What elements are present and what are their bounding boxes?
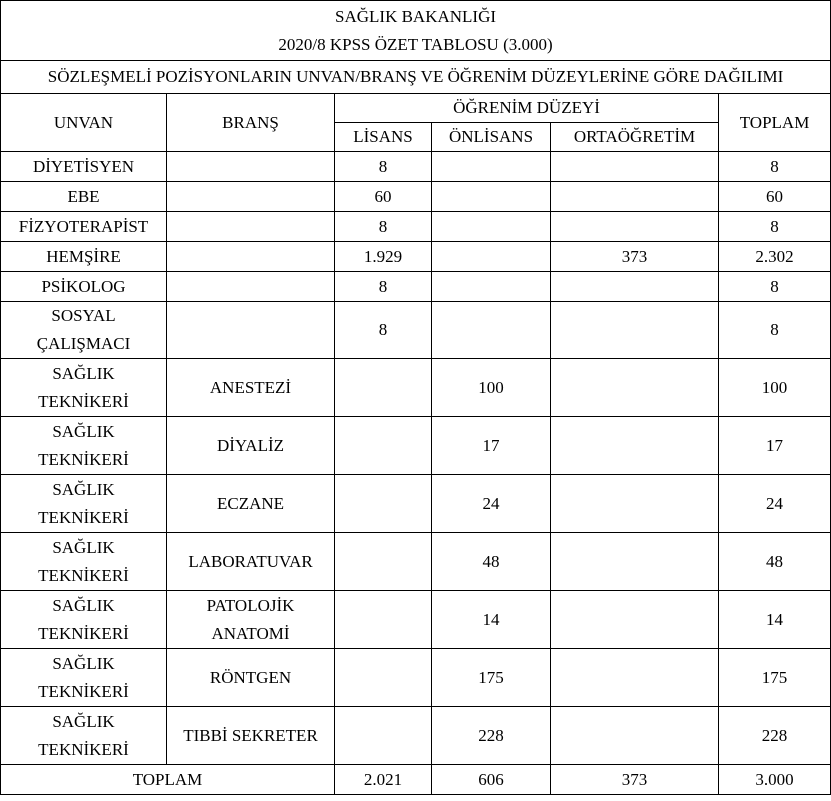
unvan-cell [1,649,167,707]
total-toplam-cell: 3.000 [719,765,831,795]
unvan-line-2: TEKNİKERİ [38,449,129,469]
unvan-cell [1,152,167,182]
table-row [1,182,831,212]
table-row [1,242,831,272]
brans-cell [167,707,335,765]
table-row [1,533,831,591]
table-subtitle: 2020/8 KPSS ÖZET TABLOSU (3.000) [278,34,553,54]
lisans-value-cell: 8 [335,272,432,302]
table-row [1,272,831,302]
unvan-line-1: SAĞLIK [52,421,115,441]
onlisans-value-cell [432,182,551,212]
table-row [1,707,831,765]
toplam-value-cell: 14 [719,591,831,649]
toplam-value-cell: 8 [719,272,831,302]
table-row [1,302,831,359]
column-header-onlisans: ÖNLİSANS [432,123,551,152]
lisans-value-cell: 8 [335,212,432,242]
org-title: SAĞLIK BAKANLIĞI [335,6,497,26]
table-row [1,212,831,242]
unvan-cell [1,302,167,359]
unvan-cell [1,533,167,591]
toplam-value-cell: 100 [719,359,831,417]
unvan-line-1: SAĞLIK [52,595,115,615]
column-header-ortaogretim: ORTAÖĞRETİM [551,123,719,152]
lisans-value-cell: 60 [335,182,432,212]
onlisans-value-cell: 48 [432,533,551,591]
title-row [1,1,831,61]
table-row [1,152,831,182]
onlisans-value-cell: 17 [432,417,551,475]
lisans-value-cell [335,475,432,533]
brans-cell [167,649,335,707]
brans-cell [167,359,335,417]
unvan-cell [1,212,167,242]
ortaogretim-value-cell [551,707,719,765]
unvan-line-1: FİZYOTERAPİST [18,216,149,236]
unvan-line-2: TEKNİKERİ [38,565,129,585]
toplam-value-cell: 228 [719,707,831,765]
unvan-cell [1,417,167,475]
onlisans-value-cell [432,302,551,359]
total-label: TOPLAM [1,765,335,795]
unvan-line-1: PSİKOLOG [41,276,126,296]
onlisans-value-cell [432,272,551,302]
unvan-line-2: TEKNİKERİ [38,507,129,527]
ortaogretim-value-cell [551,649,719,707]
onlisans-value-cell: 100 [432,359,551,417]
toplam-value-cell: 24 [719,475,831,533]
onlisans-value-cell [432,152,551,182]
brans-line-1: TIBBİ SEKRETER [183,725,318,745]
brans-cell [167,212,335,242]
lisans-value-cell [335,359,432,417]
unvan-line-1: HEMŞİRE [46,246,121,266]
column-header-unvan: UNVAN [1,94,167,152]
ortaogretim-value-cell [551,417,719,475]
lisans-value-cell [335,533,432,591]
brans-line-1: DİYALİZ [216,435,285,455]
ortaogretim-value-cell [551,591,719,649]
ortaogretim-value-cell [551,212,719,242]
ortaogretim-value-cell [551,182,719,212]
ortaogretim-value-cell [551,533,719,591]
toplam-value-cell: 2.302 [719,242,831,272]
unvan-line-1: SAĞLIK [52,537,115,557]
ortaogretim-value-cell: 373 [551,242,719,272]
lisans-value-cell [335,417,432,475]
table-caption: SÖZLEŞMELİ POZİSYONLARIN UNVAN/BRANŞ VE ÖĞRENİM DÜZEYLERİNE GÖRE DAĞILIMI [1,61,831,94]
brans-line-1: PATOLOJİK [206,595,295,615]
total-ortaogretim-cell: 373 [551,765,719,795]
brans-cell [167,533,335,591]
brans-line-2: ANATOMİ [211,623,290,643]
unvan-line-2: TEKNİKERİ [38,391,129,411]
brans-cell [167,272,335,302]
total-lisans-cell: 2.021 [335,765,432,795]
onlisans-value-cell: 14 [432,591,551,649]
header-row-1 [1,94,831,123]
brans-cell [167,152,335,182]
title-cell [1,1,831,61]
brans-line-1: ANESTEZİ [209,377,292,397]
toplam-value-cell: 48 [719,533,831,591]
lisans-value-cell [335,649,432,707]
toplam-value-cell: 8 [719,152,831,182]
table-row [1,359,831,417]
unvan-line-1: SAĞLIK [52,363,115,383]
brans-cell [167,182,335,212]
caption-row [1,61,831,94]
total-row [1,765,831,795]
table-row [1,649,831,707]
toplam-value-cell: 175 [719,649,831,707]
table-row [1,591,831,649]
ortaogretim-value-cell [551,302,719,359]
unvan-line-1: SAĞLIK [52,711,115,731]
table-row [1,417,831,475]
unvan-line-2: TEKNİKERİ [38,681,129,701]
brans-cell [167,591,335,649]
unvan-cell [1,475,167,533]
lisans-value-cell [335,591,432,649]
lisans-value-cell: 1.929 [335,242,432,272]
lisans-value-cell [335,707,432,765]
brans-cell [167,475,335,533]
brans-cell [167,302,335,359]
unvan-line-2: ÇALIŞMACI [36,334,131,353]
unvan-cell [1,272,167,302]
ortaogretim-value-cell [551,272,719,302]
unvan-cell [1,359,167,417]
onlisans-value-cell [432,212,551,242]
toplam-value-cell: 8 [719,212,831,242]
brans-line-1: RÖNTGEN [209,667,292,687]
toplam-value-cell: 60 [719,182,831,212]
ortaogretim-value-cell [551,152,719,182]
brans-cell [167,242,335,272]
toplam-value-cell: 8 [719,302,831,359]
total-onlisans-cell: 606 [432,765,551,795]
column-header-toplam: TOPLAM [719,94,831,152]
onlisans-value-cell: 24 [432,475,551,533]
unvan-line-1: EBE [67,186,100,206]
unvan-line-1: DİYETİSYEN [32,156,135,176]
unvan-cell [1,707,167,765]
column-header-ogrenim-duzeyi: ÖĞRENİM DÜZEYİ [335,94,719,123]
lisans-value-cell: 8 [335,152,432,182]
unvan-line-1: SAĞLIK [52,479,115,499]
unvan-cell [1,242,167,272]
unvan-line-2: TEKNİKERİ [38,739,129,759]
brans-line-1: ECZANE [216,493,285,513]
table-row [1,475,831,533]
column-header-lisans: LİSANS [335,123,432,152]
unvan-cell [1,591,167,649]
unvan-line-1: SOSYAL [51,306,116,325]
onlisans-value-cell: 228 [432,707,551,765]
toplam-value-cell: 17 [719,417,831,475]
ortaogretim-value-cell [551,475,719,533]
unvan-line-1: SAĞLIK [52,653,115,673]
column-header-brans: BRANŞ [167,94,335,152]
onlisans-value-cell [432,242,551,272]
onlisans-value-cell: 175 [432,649,551,707]
unvan-line-2: TEKNİKERİ [38,623,129,643]
brans-line-1: LABORATUVAR [188,551,313,571]
unvan-cell [1,182,167,212]
ortaogretim-value-cell [551,359,719,417]
brans-cell [167,417,335,475]
lisans-value-cell: 8 [335,302,432,359]
